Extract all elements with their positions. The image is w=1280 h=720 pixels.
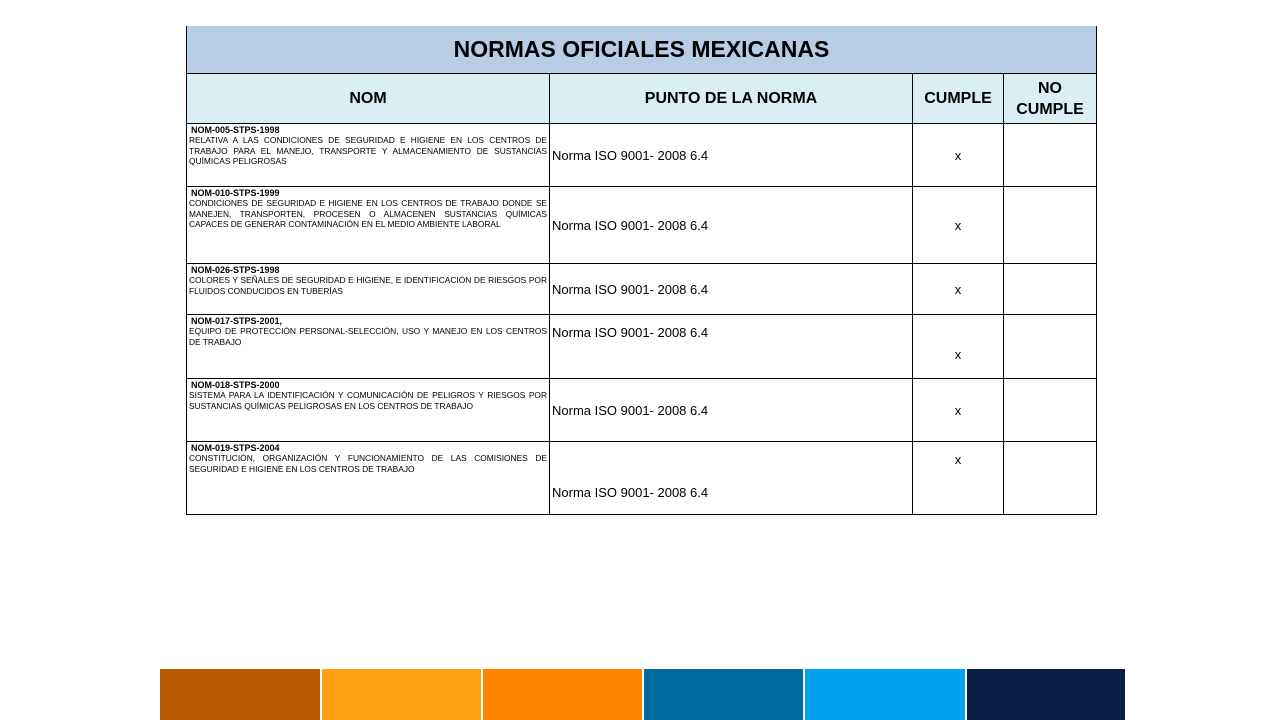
no-cumple-cell [1004,187,1097,264]
nom-description: SISTEMA PARA LA IDENTIFICACIÓN Y COMUNICACIÓN DE PELIGROS Y RIESGOS POR SUSTANCIAS QUÍMICAS PELIGROSAS EN LOS CENTROS DE TRABAJO [189,390,547,411]
table-title: NORMAS OFICIALES MEXICANAS [187,26,1097,74]
nom-description: COLORES Y SEÑALES DE SEGURIDAD E HIGIENE, E IDENTIFICACIÓN DE RIESGOS POR FLUIDOS CONDUCIDOS EN TUBERÍAS [189,275,547,296]
nom-cell [187,315,550,379]
nom-cell [187,442,550,515]
cumple-cell: x [913,264,1004,315]
nom-description: EQUIPO DE PROTECCIÓN PERSONAL-SELECCIÓN, USO Y MANEJO EN LOS CENTROS DE TRABAJO [189,326,547,347]
table-row [187,124,1097,187]
table-row [187,264,1097,315]
punto-norma-cell: Norma ISO 9001- 2008 6.4 [550,379,913,442]
nom-cell [187,379,550,442]
footer-color-block [644,669,805,720]
punto-norma-cell: Norma ISO 9001- 2008 6.4 [550,315,913,379]
no-cumple-cell [1004,315,1097,379]
punto-norma-cell: Norma ISO 9001- 2008 6.4 [550,442,913,515]
footer-color-bar [160,669,1125,720]
nom-description: RELATIVA A LAS CONDICIONES DE SEGURIDAD E HIGIENE EN LOS CENTROS DE TRABAJO PARA EL MANEJO, TRANSPORTE Y ALMACENAMIENTO DE SUSTANCIAS QUÍMICAS PELIGROSAS [189,135,547,166]
nom-code: NOM-018-STPS-2000 [191,380,280,390]
nom-cell [187,264,550,315]
table-row [187,379,1097,442]
nom-description: CONDICIONES DE SEGURIDAD E HIGIENE EN LOS CENTROS DE TRABAJO DONDE SE MANEJEN, TRANSPORTEN, PROCESEN O ALMACENEN SUSTANCIAS QUÍMICAS CAPACES DE GENERAR CONTAMINACIÓN EN EL MEDIO AMBIENTE LABORAL [189,198,547,229]
punto-norma-cell: Norma ISO 9001- 2008 6.4 [550,264,913,315]
nom-code: NOM-019-STPS-2004 [191,443,280,453]
footer-color-block [967,669,1125,720]
punto-norma-cell: Norma ISO 9001- 2008 6.4 [550,187,913,264]
header-nom: NOM [187,74,550,124]
no-cumple-cell [1004,264,1097,315]
header-punto-norma: PUNTO DE LA NORMA [550,74,913,124]
footer-color-block [322,669,483,720]
normas-table [186,26,1097,515]
header-no-cumple: NO CUMPLE [1004,74,1097,124]
punto-norma-cell: Norma ISO 9001- 2008 6.4 [550,124,913,187]
cumple-cell: x [913,379,1004,442]
cumple-cell: x [913,187,1004,264]
header-cumple: CUMPLE [913,74,1004,124]
table-row [187,442,1097,515]
nom-code: NOM-005-STPS-1998 [191,125,280,135]
cumple-cell: x [913,442,1004,515]
nom-description: CONSTITUCIÓN, ORGANIZACIÓN Y FUNCIONAMIENTO DE LAS COMISIONES DE SEGURIDAD E HIGIENE EN LOS CENTROS DE TRABAJO [189,453,547,474]
no-cumple-cell [1004,124,1097,187]
nom-code: NOM-026-STPS-1998 [191,265,280,275]
footer-color-block [805,669,967,720]
table-row [187,187,1097,264]
cumple-cell: x [913,124,1004,187]
table-row [187,315,1097,379]
footer-color-block [483,669,644,720]
nom-cell [187,187,550,264]
nom-cell [187,124,550,187]
no-cumple-cell [1004,442,1097,515]
footer-color-block [160,669,322,720]
nom-code: NOM-010-STPS-1999 [191,188,280,198]
cumple-cell: x [913,315,1004,379]
no-cumple-cell [1004,379,1097,442]
nom-code: NOM-017-STPS-2001, [191,316,283,326]
